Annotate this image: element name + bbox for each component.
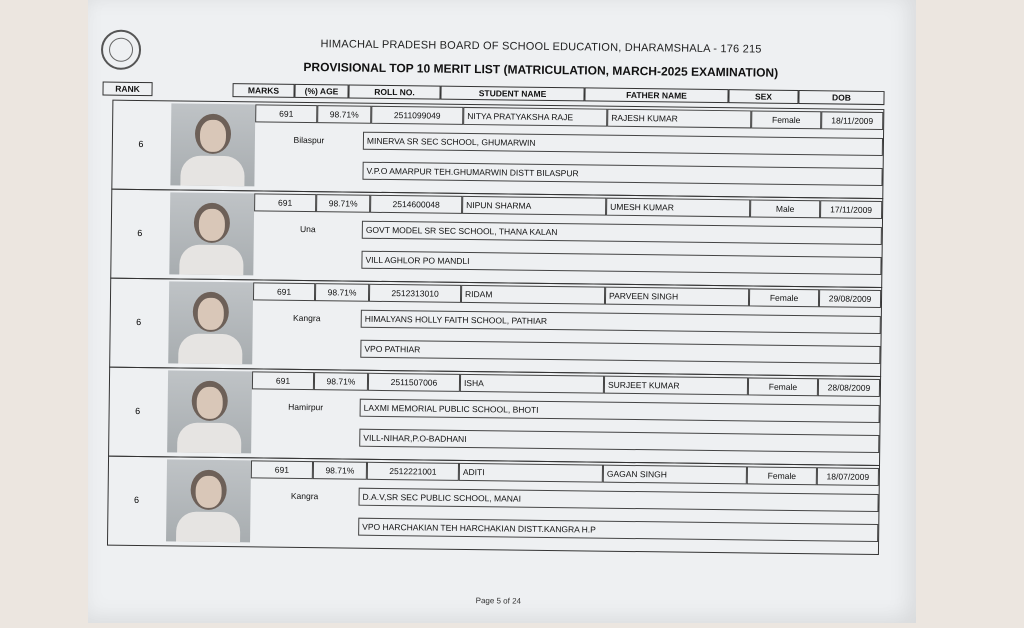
roll-no-value: 2514600048	[370, 195, 462, 214]
student-name-value: ADITI	[459, 463, 603, 483]
dob-value: 28/08/2009	[818, 378, 880, 397]
page-title: PROVISIONAL TOP 10 MERIT LIST (MATRICULATION, MARCH-2025 EXAMINATION)	[303, 59, 779, 80]
marks-value: 691	[251, 460, 313, 479]
student-name-value: NITYA PRATYAKSHA RAJE	[463, 107, 607, 127]
address-value: V.P.O AMARPUR TEH.GHUMARWIN DISTT BILASPUR	[362, 162, 882, 186]
student-photo	[167, 370, 252, 453]
father-name-value: PARVEEN SINGH	[605, 287, 749, 307]
percentage-value: 98.71%	[316, 194, 370, 213]
student-name-value: RIDAM	[461, 285, 605, 305]
marks-value: 691	[253, 282, 315, 301]
student-photo	[168, 281, 253, 364]
marks-value: 691	[255, 104, 317, 123]
rank-value: 6	[133, 494, 140, 505]
sex-value: Female	[749, 288, 819, 307]
student-name-value: ISHA	[460, 374, 604, 394]
board-name: HIMACHAL PRADESH BOARD OF SCHOOL EDUCATION, DHARAMSHALA - 176 215	[320, 38, 762, 56]
district-value: Una	[299, 223, 316, 235]
roll-no-value: 2512221001	[367, 462, 459, 481]
district-value: Bilaspur	[293, 134, 325, 146]
merit-record	[107, 456, 880, 555]
dob-value: 17/11/2009	[820, 200, 882, 219]
header-student-name: STUDENT NAME	[440, 86, 584, 102]
roll-no-value: 2511099049	[371, 106, 463, 125]
roll-no-value: 2511507006	[368, 373, 460, 392]
merit-record	[111, 100, 884, 199]
father-name-value: SURJEET KUMAR	[604, 376, 748, 396]
merit-list-sheet	[84, 0, 920, 628]
school-name-value: MINERVA SR SEC SCHOOL, GHUMARWIN	[363, 132, 883, 156]
percentage-value: 98.71%	[313, 461, 367, 480]
percentage-value: 98.71%	[314, 372, 368, 391]
header-percentage: (%) AGE	[294, 84, 348, 99]
father-name-value: UMESH KUMAR	[606, 198, 750, 218]
header-marks: MARKS	[232, 83, 294, 98]
merit-record	[109, 278, 882, 377]
school-name-value: D.A.V,SR SEC PUBLIC SCHOOL, MANAI	[358, 488, 878, 512]
address-value: VPO HARCHAKIAN TEH HARCHAKIAN DISTT.KANGRA H.P	[358, 518, 878, 542]
student-photo	[166, 459, 251, 542]
district-value: Hamirpur	[288, 401, 324, 413]
header-rank: RANK	[102, 82, 152, 97]
address-value: VILL AGHLOR PO MANDLI	[361, 251, 881, 275]
header-roll-no: ROLL NO.	[348, 85, 440, 100]
sex-value: Female	[751, 110, 821, 129]
father-name-value: GAGAN SINGH	[603, 465, 747, 485]
student-photo	[169, 192, 254, 275]
header-dob: DOB	[798, 90, 884, 105]
board-seal-icon	[101, 29, 141, 69]
student-name-value: NIPUN SHARMA	[462, 196, 606, 216]
dob-value: 18/07/2009	[817, 467, 879, 486]
school-name-value: GOVT MODEL SR SEC SCHOOL, THANA KALAN	[362, 221, 882, 245]
district-value: Kangra	[290, 490, 319, 502]
student-photo	[170, 103, 255, 186]
rank-value: 6	[135, 405, 141, 417]
rank-value: 6	[137, 227, 143, 239]
sex-value: Female	[747, 466, 817, 485]
dob-value: 18/11/2009	[821, 111, 883, 130]
address-value: VILL-NIHAR,P.O-BADHANI	[359, 429, 879, 453]
marks-value: 691	[254, 193, 316, 212]
percentage-value: 98.71%	[317, 105, 371, 124]
marks-value: 691	[252, 371, 314, 390]
document-page	[88, 0, 916, 623]
school-name-value: LAXMI MEMORIAL PUBLIC SCHOOL, BHOTI	[360, 399, 880, 423]
percentage-value: 98.71%	[315, 283, 369, 302]
merit-record	[110, 189, 883, 288]
rank-value: 6	[138, 138, 144, 150]
sex-value: Female	[748, 377, 818, 396]
district-value: Kangra	[292, 312, 321, 324]
header-sex: SEX	[728, 89, 798, 104]
merit-record	[108, 367, 881, 466]
roll-no-value: 2512313010	[369, 284, 461, 303]
address-value: VPO PATHIAR	[360, 340, 880, 364]
page-number: Page 5 of 24	[475, 596, 522, 606]
father-name-value: RAJESH KUMAR	[607, 109, 751, 129]
dob-value: 29/08/2009	[819, 289, 881, 308]
sex-value: Male	[750, 199, 820, 218]
rank-value: 6	[136, 316, 142, 328]
school-name-value: HIMALYANS HOLLY FAITH SCHOOL, PATHIAR	[361, 310, 881, 334]
header-father-name: FATHER NAME	[584, 87, 728, 103]
